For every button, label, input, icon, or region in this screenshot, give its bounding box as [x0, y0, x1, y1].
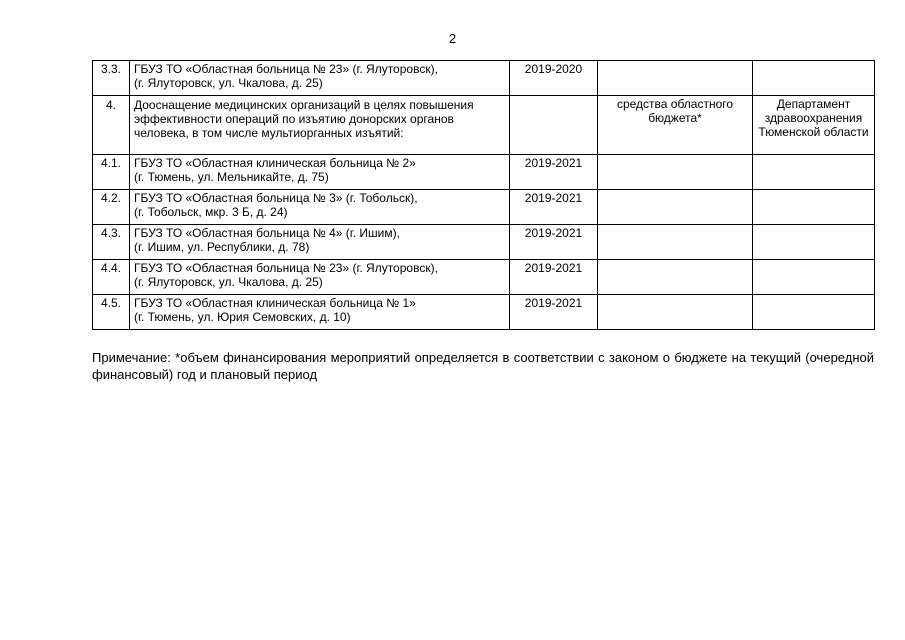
measure-name-line: (г. Тюмень, ул. Мельникайте, д. 75)	[134, 170, 329, 184]
measure-name-line: Дооснащение медицинских организаций в целях повышения	[134, 98, 474, 112]
period-cell: 2019-2020	[510, 61, 598, 96]
measure-name-line: (г. Тобольск, мкр. 3 Б, д. 24)	[134, 205, 288, 219]
funding-source-cell	[598, 155, 753, 190]
funding-source-cell	[598, 295, 753, 330]
executor-cell	[753, 190, 875, 225]
measure-name	[130, 96, 510, 155]
measure-name-line: ГБУЗ ТО «Областная больница № 23» (г. Ялуторовск),	[134, 62, 438, 76]
row-number: 3.3.	[93, 61, 130, 96]
period-cell: 2019-2021	[510, 155, 598, 190]
executor-cell	[753, 61, 875, 96]
row-number: 4.2.	[93, 190, 130, 225]
period-cell: 2019-2021	[510, 295, 598, 330]
executor-cell	[753, 225, 875, 260]
measure-name-line: (г. Тюмень, ул. Юрия Семовских, д. 10)	[134, 310, 351, 324]
measure-name	[130, 190, 510, 225]
period-cell: 2019-2021	[510, 260, 598, 295]
measure-name-line: человека, в том числе мультиорганных изъятий:	[134, 126, 404, 140]
executor-cell	[753, 155, 875, 190]
funding-source-cell	[598, 225, 753, 260]
measure-name-line: ГБУЗ ТО «Областная больница № 3» (г. Тобольск),	[134, 191, 418, 205]
measure-name	[130, 155, 510, 190]
period-cell: 2019-2021	[510, 225, 598, 260]
period-cell	[510, 96, 598, 155]
funding-source-cell	[598, 61, 753, 96]
executor-cell	[753, 260, 875, 295]
measure-name	[130, 225, 510, 260]
table-row	[93, 61, 875, 96]
funding-source-cell: средства областного бюджета*	[598, 96, 753, 155]
row-number: 4.1.	[93, 155, 130, 190]
table-row	[93, 190, 875, 225]
table-row	[93, 96, 875, 155]
row-number: 4.5.	[93, 295, 130, 330]
funding-source-cell	[598, 260, 753, 295]
row-number: 4.3.	[93, 225, 130, 260]
period-cell: 2019-2021	[510, 190, 598, 225]
measure-name-line: ГБУЗ ТО «Областная больница № 23» (г. Ялуторовск),	[134, 261, 438, 275]
measure-name	[130, 61, 510, 96]
table-row	[93, 260, 875, 295]
measure-name	[130, 295, 510, 330]
measure-name	[130, 260, 510, 295]
measure-name-line: ГБУЗ ТО «Областная больница № 4» (г. Ишим),	[134, 226, 400, 240]
table-row	[93, 155, 875, 190]
measure-name-line: (г. Ишим, ул. Республики, д. 78)	[134, 240, 310, 254]
table-body	[93, 61, 875, 330]
table-row	[93, 295, 875, 330]
page-number: 2	[448, 31, 457, 46]
executor-cell	[753, 295, 875, 330]
row-number: 4.	[93, 96, 130, 155]
measure-name-line: (г. Ялуторовск, ул. Чкалова, д. 25)	[134, 275, 323, 289]
footnote: Примечание: *объем финансирования мероприятий определяется в соответствии с законом о бюджете на текущий (очередной финансовый) год и плановый период	[92, 350, 874, 382]
measure-name-line: эффективности операций по изъятию донорских органов	[134, 112, 454, 126]
row-number: 4.4.	[93, 260, 130, 295]
measure-name-line: ГБУЗ ТО «Областная клиническая больница № 2»	[134, 156, 416, 170]
measure-name-line: ГБУЗ ТО «Областная клиническая больница № 1»	[134, 296, 416, 310]
executor-cell: Департамент здравоохранения Тюменской области	[753, 96, 875, 155]
measures-table	[92, 60, 875, 330]
table-row	[93, 225, 875, 260]
funding-source-cell	[598, 190, 753, 225]
measure-name-line: (г. Ялуторовск, ул. Чкалова, д. 25)	[134, 76, 323, 90]
